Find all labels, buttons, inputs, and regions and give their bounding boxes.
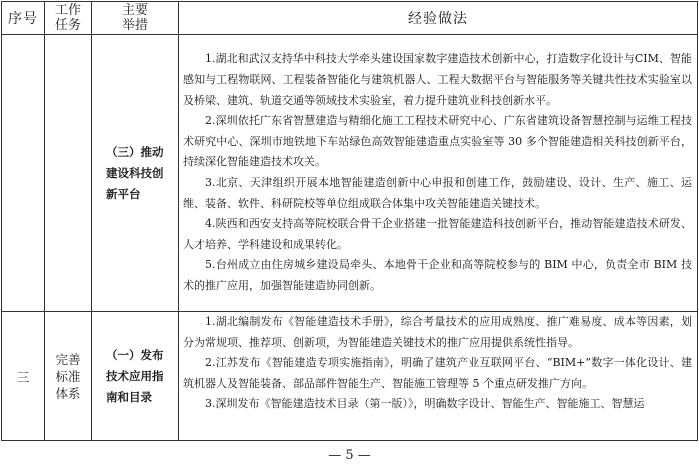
header-experience: 经验做法 xyxy=(179,2,698,35)
row-task: 完善标准体系 xyxy=(45,312,92,441)
header-task xyxy=(45,2,92,35)
row-measure: （一）发布技术应用指南和目录 xyxy=(92,312,179,441)
row-experience xyxy=(179,35,698,312)
header-measure-line1: 主要 xyxy=(121,3,148,18)
header-index: 序号 xyxy=(2,2,45,35)
experience-paragraph: 4.陕西和西安支持高等院校联合骨干企业搭建一批智能建造科技创新平台，推动智能建造技术研发、人才培养、学科建设和成果转化。 xyxy=(183,217,692,251)
row-experience xyxy=(179,312,698,441)
experience-paragraph: 1.湖北编制发布《智能建造技术手册》，综合考量技术的应用成熟度、推广难易度、成本等因素，划分为常规项、推荐项、创新项，为智能建造关键技术的推广应用提供系统性指导。 xyxy=(183,315,692,349)
row-index xyxy=(2,35,45,312)
experience-table xyxy=(1,1,698,441)
header-task-line1: 工作 xyxy=(54,3,81,18)
table-row xyxy=(2,35,698,312)
header-measure-line2: 举措 xyxy=(121,18,148,33)
experience-paragraph: 3.深圳发布《智能建造技术目录（第一版）》，明确数字设计、智能生产、智能施工、智慧运 xyxy=(205,397,645,411)
experience-paragraph: 1.湖北和武汉支持华中科技大学牵头建设国家数字建造技术创新中心，打造数字化设计与CIM、智能感知与工程物联网、工程装备智能化与建筑机器人、工程大数据平台与智能服务等关键共性技术实验室以及桥梁、建筑、轨道交通等领域技术实验室，着力提升建筑业科技创新水平。 xyxy=(183,52,692,107)
table-row xyxy=(2,312,698,441)
experience-paragraph: 2.江苏发布《智能建造专项实施指南》，明确了建筑产业互联网平台、“BIM+”数字一体化设计、建筑机器人及智能装备、部品部件智能生产、智能施工管理等 5 个重点研发推广方向。 xyxy=(183,356,692,390)
row-measure: （三）推动建设科技创新平台 xyxy=(92,35,179,312)
experience-paragraph: 2.深圳依托广东省智慧建造与精细化施工工程技术研究中心、广东省建筑设备智慧控制与运维工程技术研究中心、深圳市地铁地下车站绿色高效智能建造重点实验室等 30 多个智能建造相关科技创新平台，持续深化智能建造技术攻关。 xyxy=(183,114,692,169)
header-task-line2: 任务 xyxy=(54,18,81,33)
experience-paragraph: 3.北京、天津组织开展本地智能建造创新中心申报和创建工作，鼓励建设、设计、生产、施工、运维、装备、软件、科研院校等单位组成联合体集中攻关智能建造关键技术。 xyxy=(183,176,692,210)
table-header-row xyxy=(2,2,698,35)
row-index: 三 xyxy=(2,312,45,441)
row-task xyxy=(45,35,92,312)
header-measure xyxy=(92,2,179,35)
page-number: — 5 — xyxy=(328,448,371,463)
experience-paragraph: 5.台州成立由住房城乡建设局牵头、本地骨干企业和高等院校参与的 BIM 中心，负责全市 BIM 技术的推广应用，加强智能建造协同创新。 xyxy=(183,258,692,292)
